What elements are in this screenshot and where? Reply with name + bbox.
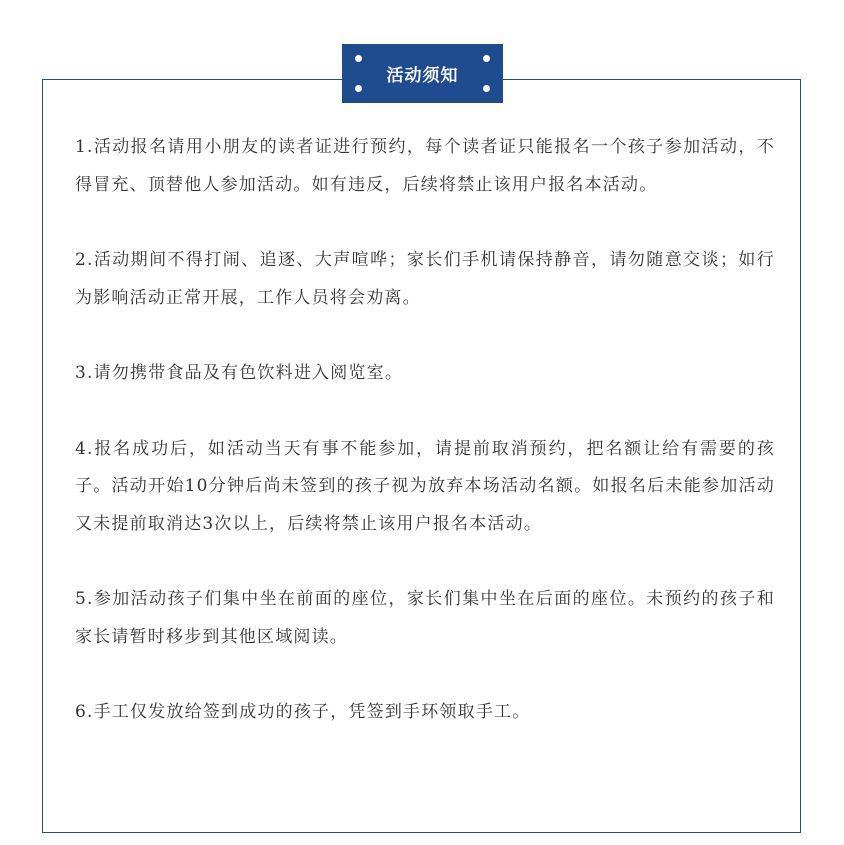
page-title: 活动须知 [386, 66, 459, 86]
notice-item-3: 3.请勿携带食品及有色饮料进入阅览室。 [75, 363, 404, 383]
title-badge [342, 44, 503, 103]
notice-item-5: 5.参加活动孩子们集中坐在前面的座位，家长们集中坐在后面的座位。未预约的孩子和家长请暂时移步到其他区域阅读。 [75, 589, 775, 647]
notice-item-4: 4.报名成功后，如活动当天有事不能参加，请提前取消预约，把名额让给有需要的孩子。活动开始10分钟后尚未签到的孩子视为放弃本场活动名额。如报名后未能参加活动又未提前取消达3次以上，后续将禁止该用户报名本活动。 [75, 438, 775, 534]
corner-dot [355, 55, 362, 62]
corner-dot [483, 85, 490, 92]
corner-dot [355, 85, 362, 92]
notice-item-6: 6.手工仅发放给签到成功的孩子，凭签到手环领取手工。 [75, 702, 531, 722]
notice-item-1: 1.活动报名请用小朋友的读者证进行预约，每个读者证只能报名一个孩子参加活动，不得冒充、顶替他人参加活动。如有违反，后续将禁止该用户报名本活动。 [75, 137, 775, 195]
notice-list [75, 129, 775, 732]
notice-item-2: 2.活动期间不得打闹、追逐、大声喧哗；家长们手机请保持静音，请勿随意交谈；如行为影响活动正常开展，工作人员将会劝离。 [75, 250, 775, 308]
corner-dot [483, 55, 490, 62]
